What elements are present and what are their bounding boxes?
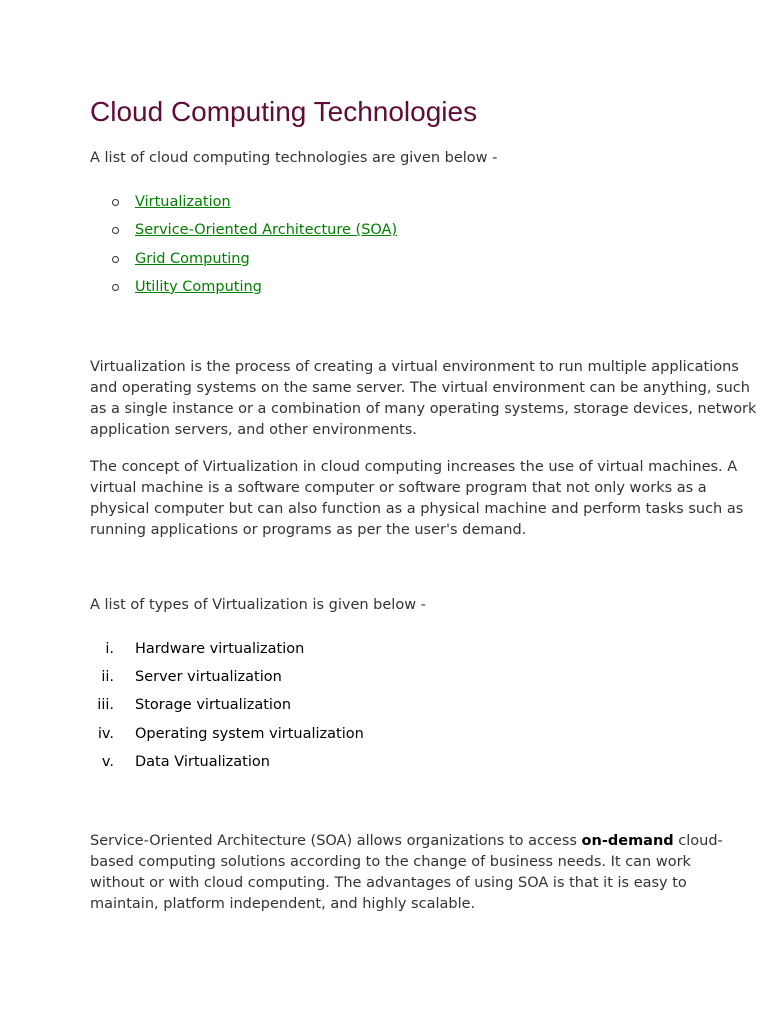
soa-text: Service-Oriented Architecture (SOA) allows organizations to access: [90, 833, 577, 849]
technology-link-list: [90, 190, 397, 303]
virtualization-types-list: [90, 638, 364, 779]
list-number: iv.: [97, 725, 114, 742]
paragraph-line: running applications or programs as per the user's demand.: [90, 522, 527, 538]
circle-bullet-icon: [112, 256, 119, 263]
list-number: iii.: [97, 697, 114, 714]
list-number: i.: [105, 641, 114, 657]
circle-bullet-icon: [112, 284, 119, 291]
on-demand-bold-text: on-demand: [581, 833, 674, 849]
list-number: v.: [101, 753, 114, 770]
link-utility-computing[interactable]: Utility Computing: [135, 278, 262, 295]
paragraph-line: and operating systems on the same server. The virtual environment can be anything, such: [90, 380, 750, 396]
soa-paragraph: [90, 831, 723, 915]
list-item: [90, 275, 397, 303]
circle-bullet-icon: [112, 199, 119, 206]
paragraph-line: The concept of Virtualization in cloud computing increases the use of virtual machines. A: [90, 459, 738, 475]
list-item: [90, 218, 397, 246]
paragraph-line: virtual machine is a software computer or software program that not only works as a: [90, 480, 707, 496]
paragraph-line: application servers, and other environments.: [90, 422, 417, 438]
list-item-label: Storage virtualization: [135, 697, 292, 714]
page-title: Cloud Computing Technologies: [90, 96, 478, 127]
list-item-label: Hardware virtualization: [135, 641, 305, 657]
paragraph-line: maintain, platform independent, and highly scalable.: [90, 896, 476, 912]
paragraph-line: as a single instance or a combination of many operating systems, storage devices, network: [90, 401, 757, 417]
list-number: ii.: [101, 669, 114, 686]
paragraph-line: without or with cloud computing. The advantages of using SOA is that it is easy to: [90, 875, 687, 891]
paragraph-line: based computing solutions according to the change of business needs. It can work: [90, 854, 691, 870]
link-soa[interactable]: Service-Oriented Architecture (SOA): [135, 222, 398, 239]
list-item: [90, 751, 364, 779]
list-item-label: Operating system virtualization: [135, 725, 364, 742]
circle-bullet-icon: [112, 227, 119, 234]
list-item: [90, 247, 397, 275]
link-grid-computing[interactable]: Grid Computing: [135, 250, 250, 267]
list-item-label: Data Virtualization: [135, 753, 270, 770]
intro-text: A list of cloud computing technologies are given below -: [90, 150, 498, 166]
paragraph-line: Virtualization is the process of creating a virtual environment to run multiple applications: [90, 359, 739, 375]
list-item: [90, 666, 364, 694]
paragraph-line: physical computer but can also function as a physical machine and perform tasks such as: [90, 501, 744, 517]
virtualization-paragraph-1: [90, 357, 757, 441]
list-item: [90, 723, 364, 751]
list-item: [90, 638, 364, 666]
list-item-label: Server virtualization: [135, 669, 282, 686]
soa-text: cloud-: [678, 833, 723, 849]
link-virtualization[interactable]: Virtualization: [135, 194, 231, 210]
list-item: [90, 190, 397, 218]
types-intro-text: A list of types of Virtualization is given below -: [90, 597, 426, 613]
paragraph-line: [90, 831, 723, 852]
virtualization-paragraph-2: [90, 457, 744, 541]
list-item: [90, 694, 364, 722]
